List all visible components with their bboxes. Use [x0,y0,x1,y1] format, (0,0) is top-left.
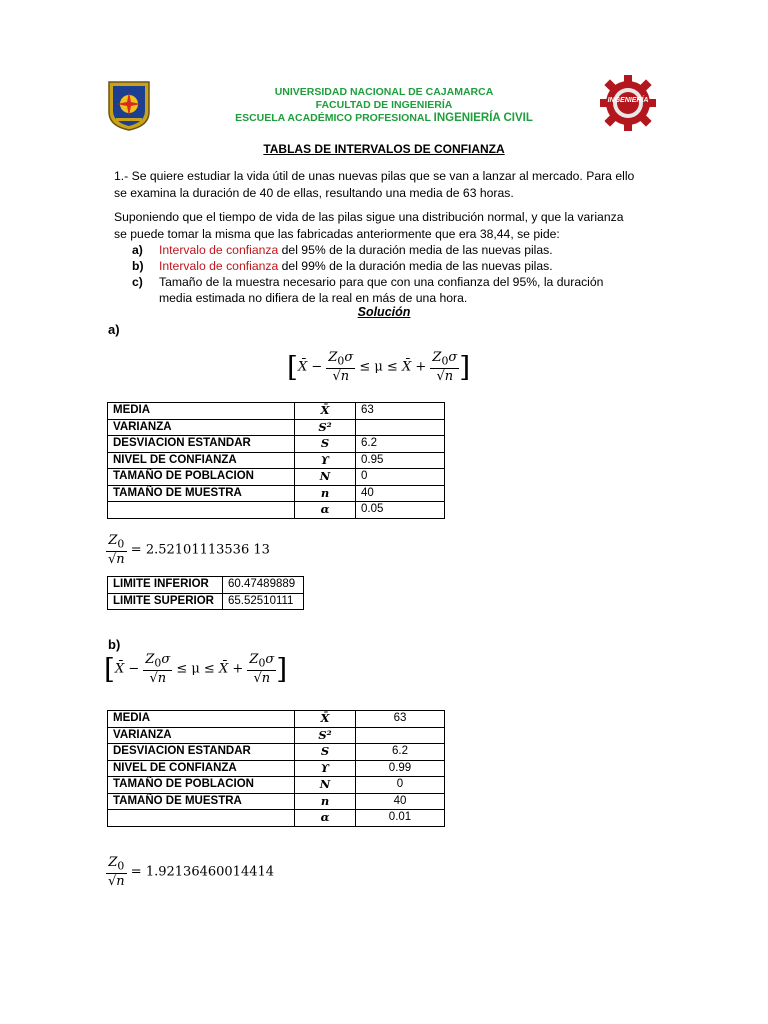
row-value: 6.2 [356,436,445,453]
row-label: TAMAÑO DE MUESTRA [108,793,295,810]
row-value: 0 [356,469,445,486]
row-value: 0.05 [356,502,445,519]
row-label: DESVIACION ESTANDAR [108,744,295,761]
row-label: DESVIACION ESTANDAR [108,436,295,453]
table-row [108,577,304,594]
row-symbol: N [295,777,356,794]
row-symbol: S [295,436,356,453]
question-b: b) Intervalo de confianza del 99% de la duración media de las nuevas pilas. [132,259,553,273]
row-value: 0.01 [356,810,445,827]
question-list [132,242,652,306]
z-sigma-result-b: $\frac{Z_0}{√n}$ = 1.92136460014414 [108,855,275,889]
row-value: 6.2 [356,744,445,761]
row-label: MEDIA [108,711,295,728]
row-label: TAMAÑO DE POBLACION [108,777,295,794]
row-label: VARIANZA [108,727,295,744]
table-row [108,452,445,469]
confidence-interval-formula-a: [X̄ − $\frac{Z_0\sigma}{√n}$ ≤ μ ≤ X̄ + $\frac{Z_0\sigma}{√n}$ ] [287,350,471,384]
row-value [356,727,445,744]
row-symbol: α [295,810,356,827]
row-label: NIVEL DE CONFIANZA [108,452,295,469]
row-value: 0.99 [356,760,445,777]
table-row [108,793,445,810]
row-label [108,810,295,827]
row-label: LIMITE INFERIOR [108,577,223,594]
row-value: 40 [356,485,445,502]
table-row [108,777,445,794]
row-symbol: S² [295,419,356,436]
limits-table-a [107,576,304,610]
assumption-paragraph [114,209,674,242]
row-symbol: α [295,502,356,519]
table-row [108,436,445,453]
part-a-label: a) [108,322,120,337]
table-row [108,810,445,827]
row-value: 65.52510111 [223,593,304,610]
row-value: 63 [356,403,445,420]
part-b-label: b) [108,637,121,652]
row-symbol: X̄ [295,711,356,728]
data-table-a [107,402,445,519]
school-prefix: ESCUELA ACADÉMICO PROFESIONAL [235,112,431,124]
row-symbol: ϒ [295,452,356,469]
confidence-interval-formula-b: [X̄ − $\frac{Z_0\sigma}{√n}$ ≤ μ ≤ X̄ + $\frac{Z_0\sigma}{√n}$ ] [104,652,288,686]
problem-line-1: 1.- Se quiere estudiar la vida útil de unas nuevas pilas que se van a lanzar al mercado. Para ello [114,169,635,183]
problem-line-2: se examina la duración de 40 de ellas, resultando una media de 63 horas. [114,185,514,200]
assumption-line-1: Suponiendo que el tiempo de vida de las pilas sigue una distribución normal, y que la varianza [114,210,624,224]
z-sigma-value-b: 1.92136460014414 [145,864,275,880]
row-value: 63 [356,711,445,728]
row-label: TAMAÑO DE MUESTRA [108,485,295,502]
engineering-logo-text: INGENIERÍA [607,97,649,104]
row-value: 60.47489889 [223,577,304,594]
faculty-name: FACULTAD DE INGENIERÍA [315,99,453,111]
row-label: MEDIA [108,403,295,420]
row-symbol: n [295,485,356,502]
row-symbol: n [295,793,356,810]
document-title: TABLAS DE INTERVALOS DE CONFIANZA [263,142,505,156]
university-name: UNIVERSIDAD NACIONAL DE CAJAMARCA [274,86,494,98]
row-label [108,502,295,519]
z-sigma-result-a: $\frac{Z_0}{√n}$ = 2.52101113536 13 [108,533,270,567]
table-row [108,744,445,761]
question-c: c) Tamaño de la muestra necesario para que con una confianza del 95%, la duración [132,275,604,289]
question-a: a) Intervalo de confianza del 95% de la duración media de las nuevas pilas. [132,243,553,257]
row-symbol: S² [295,727,356,744]
problem-statement [114,168,674,201]
row-symbol: S [295,744,356,761]
row-label: NIVEL DE CONFIANZA [108,760,295,777]
solution-heading: Solución [357,305,411,319]
data-table-b [107,710,445,827]
school-name [0,112,768,124]
table-row [108,502,445,519]
table-row [108,469,445,486]
row-symbol: X̄ [295,403,356,420]
table-row [108,593,304,610]
row-value [356,419,445,436]
school-major: INGENIERÍA CIVIL [433,112,533,124]
row-value: 40 [356,793,445,810]
question-c-line-2: media estimada no difiera de la real en más de una hora. [159,291,468,305]
table-row [108,485,445,502]
row-symbol: N [295,469,356,486]
z-sigma-value-a: 2.52101113536 13 [145,542,270,558]
table-row [108,419,445,436]
table-row [108,727,445,744]
assumption-line-2: se puede tomar la misma que las fabricadas anteriormente que era 38,44, se pide: [114,226,560,241]
row-label: VARIANZA [108,419,295,436]
table-row [108,403,445,420]
table-row [108,711,445,728]
table-row [108,760,445,777]
row-label: LIMITE SUPERIOR [108,593,223,610]
row-value: 0 [356,777,445,794]
row-value: 0.95 [356,452,445,469]
row-label: TAMAÑO DE POBLACION [108,469,295,486]
row-symbol: ϒ [295,760,356,777]
